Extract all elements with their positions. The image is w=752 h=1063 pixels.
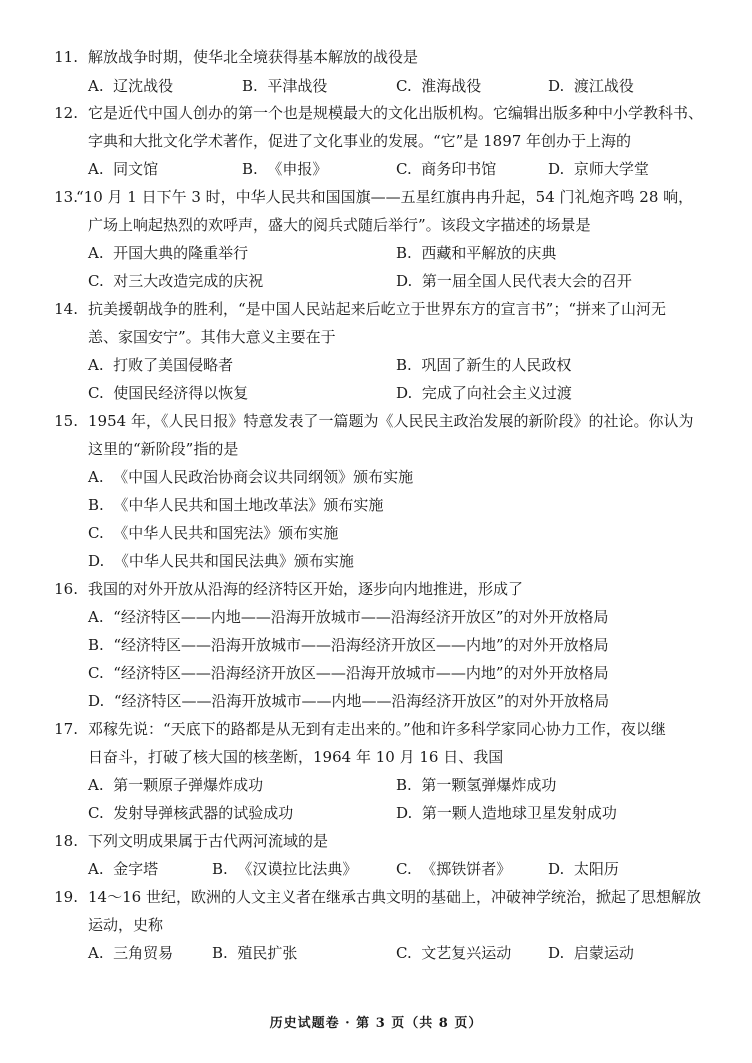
option-b: B. 殖民扩张 bbox=[212, 944, 298, 962]
option-a: A. 同文馆 bbox=[88, 160, 159, 178]
option-a: A. 金字塔 bbox=[88, 860, 159, 878]
option-c: C. 淮海战役 bbox=[396, 77, 482, 95]
question-number: 11. bbox=[54, 48, 78, 66]
question-stem-line: 字典和大批文化学术著作，促进了文化事业的发展。“它”是 1897 年创办于上海的 bbox=[88, 132, 632, 150]
question-stem-line: 14～16 世纪，欧洲的人文主义者在继承古典文明的基础上，冲破神学统治，掀起了思想解放 bbox=[88, 888, 701, 906]
option-c: C. 文艺复兴运动 bbox=[396, 944, 512, 962]
question-number: 14. bbox=[54, 300, 78, 318]
question-number: 18. bbox=[54, 832, 78, 850]
option-d: D. 启蒙运动 bbox=[548, 944, 634, 962]
question-stem-line: 下列文明成果属于古代两河流域的是 bbox=[88, 832, 329, 850]
option-d: D. 第一颗人造地球卫星发射成功 bbox=[396, 804, 617, 822]
option-d: D. 第一届全国人民代表大会的召开 bbox=[396, 272, 632, 290]
question-number: 15. bbox=[54, 412, 78, 430]
option-d: D. 太阳历 bbox=[548, 860, 619, 878]
option-c: C. 对三大改造完成的庆祝 bbox=[88, 272, 264, 290]
option-d: D. 《中华人民共和国民法典》颁布实施 bbox=[88, 552, 354, 570]
question-stem-line: 广场上响起热烈的欢呼声，盛大的阅兵式随后举行”。该段文字描述的场景是 bbox=[88, 216, 591, 234]
option-d: D. “经济特区——沿海开放城市——内地——沿海经济开放区”的对外开放格局 bbox=[88, 692, 610, 710]
option-b: B. 《申报》 bbox=[242, 160, 328, 178]
option-a: A. 第一颗原子弹爆炸成功 bbox=[88, 776, 264, 794]
question-stem-line: 运动，史称 bbox=[88, 916, 164, 934]
option-b: B. 巩固了新生的人民政权 bbox=[396, 356, 572, 374]
question-number: 19. bbox=[54, 888, 78, 906]
question-stem-line: 它是近代中国人创办的第一个也是规模最大的文化出版机构。它编辑出版多种中小学教科书、 bbox=[88, 104, 704, 122]
question-stem-line: 邓稼先说：“天底下的路都是从无到有走出来的。”他和许多科学家同心协力工作，夜以继 bbox=[88, 720, 666, 738]
option-b: B. 《中华人民共和国土地改革法》颁布实施 bbox=[88, 496, 384, 514]
question-stem-line: 恙、家国安宁”。其伟大意义主要在于 bbox=[88, 328, 336, 346]
question-stem-line: 这里的“新阶段”指的是 bbox=[88, 440, 239, 458]
question-stem-line: 我国的对外开放从沿海的经济特区开始，逐步向内地推进，形成了 bbox=[88, 580, 524, 598]
question-number: 13. bbox=[54, 188, 78, 206]
option-d: D. 渡江战役 bbox=[548, 77, 634, 95]
question-number: 17. bbox=[54, 720, 78, 738]
option-b: B. 《汉谟拉比法典》 bbox=[212, 860, 358, 878]
option-a: A. 开国大典的隆重举行 bbox=[88, 244, 249, 262]
option-b: B. 平津战役 bbox=[242, 77, 328, 95]
option-c: C. 发射导弹核武器的试验成功 bbox=[88, 804, 294, 822]
question-stem-line: 1954 年，《人民日报》特意发表了一篇题为《人民民主政治发展的新阶段》的社论。你认为 bbox=[88, 412, 694, 430]
option-d: D. 完成了向社会主义过渡 bbox=[396, 384, 572, 402]
option-d: D. 京师大学堂 bbox=[548, 160, 649, 178]
option-a: A. “经济特区——内地——沿海开放城市——沿海经济开放区”的对外开放格局 bbox=[88, 608, 609, 626]
option-c: C. 《掷铁饼者》 bbox=[396, 860, 512, 878]
page-footer: 历史试题卷 · 第 3 页（共 8 页） bbox=[269, 1016, 483, 1031]
option-a: A. 《中国人民政治协商会议共同纲领》颁布实施 bbox=[88, 468, 414, 486]
option-c: C. 《中华人民共和国宪法》颁布实施 bbox=[88, 524, 339, 542]
option-b: B. “经济特区——沿海开放城市——沿海经济开放区——内地”的对外开放格局 bbox=[88, 636, 609, 654]
question-stem-line: 解放战争时期，使华北全境获得基本解放的战役是 bbox=[88, 48, 419, 66]
option-a: A. 打败了美国侵略者 bbox=[88, 356, 234, 374]
question-stem-line: 抗美援朝战争的胜利，“是中国人民站起来后屹立于世界东方的宣言书”；“拼来了山河无 bbox=[88, 300, 667, 318]
option-c: C. “经济特区——沿海经济开放区——沿海开放城市——内地”的对外开放格局 bbox=[88, 664, 609, 682]
question-number: 12. bbox=[54, 104, 78, 122]
question-stem-line: “10 月 1 日下午 3 时，中华人民共和国国旗——五星红旗冉冉升起，54 门礼炮齐鸣 28 响， bbox=[76, 188, 694, 206]
option-c: C. 商务印书馆 bbox=[396, 160, 497, 178]
option-a: A. 三角贸易 bbox=[88, 944, 174, 962]
option-b: B. 第一颗氢弹爆炸成功 bbox=[396, 776, 557, 794]
option-b: B. 西藏和平解放的庆典 bbox=[396, 244, 557, 262]
question-number: 16. bbox=[54, 580, 78, 598]
question-stem-line: 日奋斗，打破了核大国的核垄断，1964 年 10 月 16 日、我国 bbox=[88, 748, 504, 766]
option-c: C. 使国民经济得以恢复 bbox=[88, 384, 249, 402]
option-a: A. 辽沈战役 bbox=[88, 77, 174, 95]
